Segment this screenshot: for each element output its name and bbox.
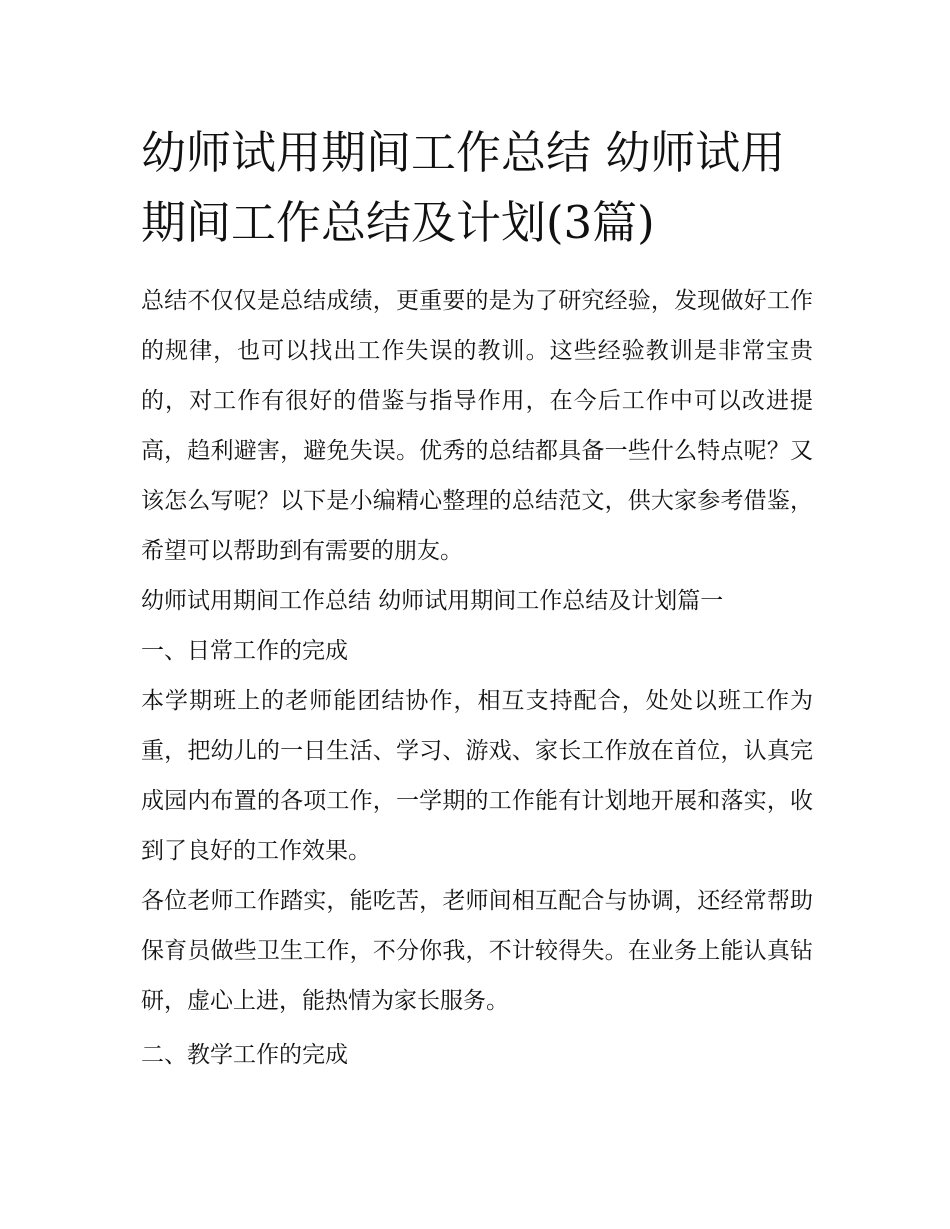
document-page (141, 118, 813, 1080)
paragraph-teachers: 各位老师工作踏实，能吃苦，老师间相互配合与协调，还经常帮助保育员做些卫生工作，不分你我，不计较得失。在业务上能认真钻研，虚心上进，能热情为家长服务。 (141, 888, 813, 1014)
document-title: 幼师试用期间工作总结 幼师试用期间工作总结及计划(3篇) (141, 126, 786, 249)
paragraph-teamwork: 本学期班上的老师能团结协作，相互支持配合，处处以班工作为重，把幼儿的一日生活、学习、游戏、家长工作放在首位，认真完成园内布置的各项工作，一学期的工作能有计划地开展和落实，收到了良好的工作效果。 (141, 688, 813, 864)
subheading-daily-work: 一、日常工作的完成 (141, 638, 348, 664)
section-heading-part-one: 幼师试用期间工作总结 幼师试用期间工作总结及计划篇一 (141, 588, 724, 614)
subheading-teaching-work: 二、教学工作的完成 (141, 1042, 348, 1068)
intro-paragraph: 总结不仅仅是总结成绩，更重要的是为了研究经验，发现做好工作的规律，也可以找出工作失误的教训。这些经验教训是非常宝贵的，对工作有很好的借鉴与指导作用，在今后工作中可以改进提高，趋利避害，避免失误。优秀的总结都具备一些什么特点呢？又该怎么写呢？以下是小编精心整理的总结范文，供大家参考借鉴，希望可以帮助到有需要的朋友。 (141, 288, 813, 564)
